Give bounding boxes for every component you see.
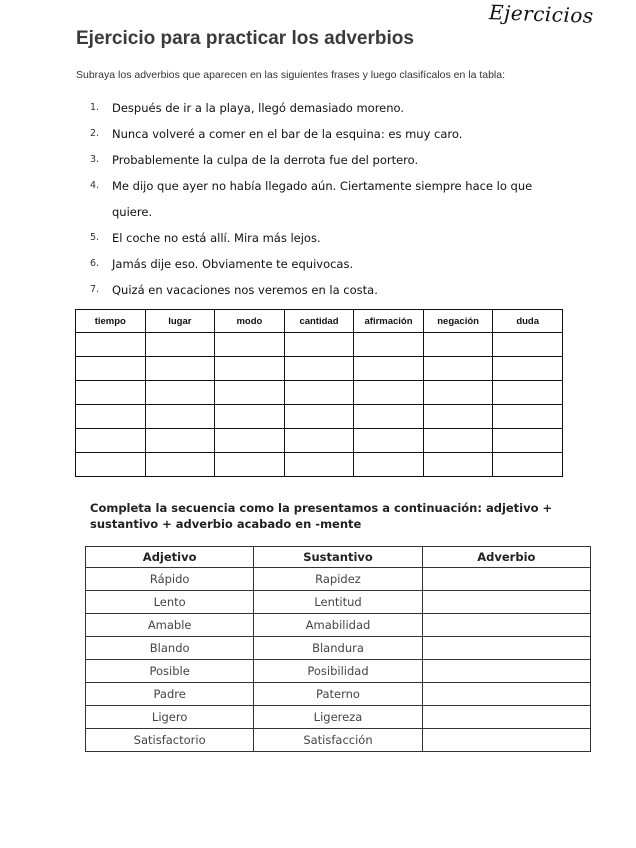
blank-cell[interactable] — [76, 429, 146, 453]
sentence-text: El coche no está allí. Mira más lejos. — [112, 231, 321, 245]
table-row — [86, 591, 591, 614]
sustantivo-cell: Amabilidad — [254, 614, 422, 637]
blank-cell[interactable] — [215, 453, 285, 477]
sentence-text: Nunca volveré a comer en el bar de la esquina: es muy caro. — [112, 127, 463, 141]
sentence-text: Después de ir a la playa, llegó demasiado moreno. — [112, 101, 405, 115]
blank-cell[interactable] — [423, 405, 493, 429]
sentence-item — [90, 147, 550, 173]
blank-cell[interactable] — [215, 405, 285, 429]
blank-cell[interactable] — [145, 333, 215, 357]
instruction-text: Subraya los adverbios que aparecen en las siguientes frases y luego clasifícalos en la tabla: — [76, 69, 506, 81]
adverbio-cell[interactable] — [422, 637, 590, 660]
blank-cell[interactable] — [145, 453, 215, 477]
sustantivo-cell: Rapidez — [254, 568, 422, 591]
sustantivo-cell: Posibilidad — [254, 660, 422, 683]
blank-cell[interactable] — [284, 429, 354, 453]
blank-cell[interactable] — [423, 357, 493, 381]
column-header-tiempo: tiempo — [76, 310, 146, 333]
table-row — [86, 614, 591, 637]
sustantivo-cell: Paterno — [254, 683, 422, 706]
blank-cell[interactable] — [284, 453, 354, 477]
column-header-adverbio: Adverbio — [422, 547, 590, 568]
sentence-list — [90, 95, 550, 303]
adjetivo-cell: Amable — [86, 614, 254, 637]
column-header-modo: modo — [215, 310, 285, 333]
table-row — [76, 453, 563, 477]
blank-cell[interactable] — [145, 381, 215, 405]
blank-cell[interactable] — [354, 405, 424, 429]
table-row — [86, 683, 591, 706]
blank-cell[interactable] — [354, 453, 424, 477]
blank-cell[interactable] — [284, 405, 354, 429]
sentence-text: Me dijo que ayer no había llegado aún. Ciertamente siempre hace lo que — [112, 179, 533, 193]
adverbio-cell[interactable] — [422, 568, 590, 591]
adjetivo-cell: Posible — [86, 660, 254, 683]
adverbio-cell[interactable] — [422, 591, 590, 614]
blank-cell[interactable] — [76, 453, 146, 477]
blank-cell[interactable] — [354, 381, 424, 405]
column-header-duda: duda — [493, 310, 563, 333]
sentence-number: 1. — [90, 102, 100, 113]
blank-cell[interactable] — [423, 453, 493, 477]
page-title: Ejercicio para practicar los adverbios — [76, 28, 414, 49]
sentence-text: Probablemente la culpa de la derrota fue del portero. — [112, 153, 419, 167]
blank-cell[interactable] — [284, 381, 354, 405]
adjetivo-cell: Satisfactorio — [86, 729, 254, 752]
table-row — [76, 333, 563, 357]
sentence-number: 3. — [90, 154, 100, 165]
column-header-negacion: negación — [423, 310, 493, 333]
table-row — [86, 729, 591, 752]
blank-cell[interactable] — [493, 429, 563, 453]
sentence-text: Quizá en vacaciones nos veremos en la costa. — [112, 283, 378, 297]
sustantivo-cell: Blandura — [254, 637, 422, 660]
adverbio-cell[interactable] — [422, 729, 590, 752]
blank-cell[interactable] — [145, 429, 215, 453]
sustantivo-cell: Satisfacción — [254, 729, 422, 752]
adjetivo-cell: Rápido — [86, 568, 254, 591]
sentence-number: 2. — [90, 128, 100, 139]
classification-header-row — [76, 310, 563, 333]
blank-cell[interactable] — [493, 381, 563, 405]
sentence-item — [90, 121, 550, 147]
adjetivo-cell: Padre — [86, 683, 254, 706]
sentence-item — [90, 277, 550, 303]
blank-cell[interactable] — [423, 429, 493, 453]
sustantivo-cell: Ligereza — [254, 706, 422, 729]
column-header-afirmacion: afirmación — [354, 310, 424, 333]
blank-cell[interactable] — [423, 333, 493, 357]
adjetivo-cell: Lento — [86, 591, 254, 614]
adverbio-cell[interactable] — [422, 683, 590, 706]
table-row — [76, 357, 563, 381]
sentence-number: 5. — [90, 232, 100, 243]
sentence-number: 7. — [90, 284, 100, 295]
sentence-item — [90, 251, 550, 277]
blank-cell[interactable] — [493, 405, 563, 429]
table-row — [76, 405, 563, 429]
blank-cell[interactable] — [215, 381, 285, 405]
table-row — [76, 429, 563, 453]
blank-cell[interactable] — [76, 381, 146, 405]
blank-cell[interactable] — [215, 333, 285, 357]
table-row — [86, 637, 591, 660]
sentence-number: 4. — [90, 180, 100, 191]
blank-cell[interactable] — [215, 429, 285, 453]
sentence-item — [90, 225, 550, 251]
table-row — [86, 660, 591, 683]
adverbio-cell[interactable] — [422, 660, 590, 683]
blank-cell[interactable] — [354, 429, 424, 453]
blank-cell[interactable] — [284, 333, 354, 357]
sentence-item — [90, 95, 550, 121]
table-row — [86, 706, 591, 729]
adjetivo-cell: Blando — [86, 637, 254, 660]
sequence-header-row — [86, 547, 591, 568]
blank-cell[interactable] — [493, 357, 563, 381]
blank-cell[interactable] — [493, 453, 563, 477]
blank-cell[interactable] — [423, 381, 493, 405]
blank-cell[interactable] — [76, 405, 146, 429]
blank-cell[interactable] — [215, 357, 285, 381]
column-header-lugar: lugar — [145, 310, 215, 333]
blank-cell[interactable] — [354, 357, 424, 381]
blank-cell[interactable] — [76, 333, 146, 357]
sentence-item — [90, 173, 550, 225]
sentence-number: 6. — [90, 258, 100, 269]
blank-cell[interactable] — [284, 357, 354, 381]
sentence-text: Jamás dije eso. Obviamente te equivocas. — [112, 257, 354, 271]
sequence-table — [85, 546, 591, 752]
sentence-continuation: quiere. — [112, 205, 153, 219]
column-header-adjetivo: Adjetivo — [86, 547, 254, 568]
section-heading: Completa la secuencia como la presentamos a continuación: adjetivo + sustantivo + adverbio acabado en -mente — [90, 501, 553, 531]
blank-cell[interactable] — [354, 333, 424, 357]
adverbio-cell[interactable] — [422, 614, 590, 637]
table-row — [86, 568, 591, 591]
adjetivo-cell: Ligero — [86, 706, 254, 729]
sustantivo-cell: Lentitud — [254, 591, 422, 614]
classification-table — [75, 309, 563, 477]
column-header-sustantivo: Sustantivo — [254, 547, 422, 568]
table-row — [76, 381, 563, 405]
blank-cell[interactable] — [145, 357, 215, 381]
blank-cell[interactable] — [145, 405, 215, 429]
adverbio-cell[interactable] — [422, 706, 590, 729]
blank-cell[interactable] — [76, 357, 146, 381]
column-header-cantidad: cantidad — [284, 310, 354, 333]
handwritten-note: Ejercicios — [488, 0, 595, 28]
blank-cell[interactable] — [493, 333, 563, 357]
